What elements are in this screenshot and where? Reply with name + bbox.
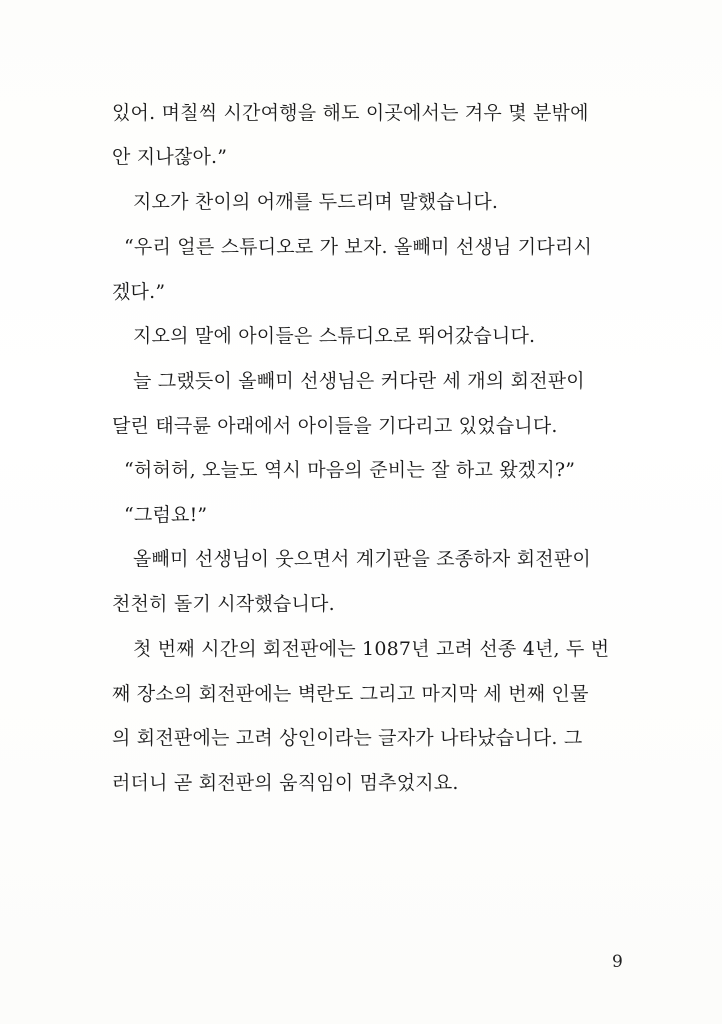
text-line: 겠다.” <box>112 281 166 303</box>
text-line: “허허허, 오늘도 역시 마음의 준비는 잘 하고 왔겠지?” <box>124 459 576 481</box>
text-line: 첫 번째 시간의 회전판에는 1087년 고려 선종 4년, 두 번 <box>133 638 610 660</box>
text-line: 지오의 말에 아이들은 스튜디오로 뛰어갔습니다. <box>133 325 536 347</box>
text-line: 째 장소의 회전판에는 벽란도 그리고 마지막 세 번째 인물 <box>112 683 589 705</box>
text-line: 러더니 곧 회전판의 움직임이 멈추었지요. <box>112 772 459 794</box>
page-number: 9 <box>612 952 623 972</box>
text-line: 지오가 찬이의 어깨를 두드리며 말했습니다. <box>133 191 499 213</box>
text-line: 늘 그랬듯이 올빼미 선생님은 커다란 세 개의 회전판이 <box>133 370 585 392</box>
text-line: 안 지나잖아.” <box>112 146 228 168</box>
text-line: 있어. 며칠씩 시간여행을 해도 이곳에서는 겨우 몇 분밖에 <box>112 102 589 124</box>
text-line: “그럼요!” <box>124 504 208 526</box>
text-line: 올빼미 선생님이 웃으면서 계기판을 조종하자 회전판이 <box>133 548 591 570</box>
text-line: 천천히 돌기 시작했습니다. <box>112 593 335 615</box>
text-line: 의 회전판에는 고려 상인이라는 글자가 나타났습니다. 그 <box>112 727 583 749</box>
text-line: “우리 얼른 스튜디오로 가 보자. 올빼미 선생님 기다리시 <box>124 236 593 258</box>
text-line: 달린 태극륜 아래에서 아이들을 기다리고 있었습니다. <box>112 415 558 437</box>
